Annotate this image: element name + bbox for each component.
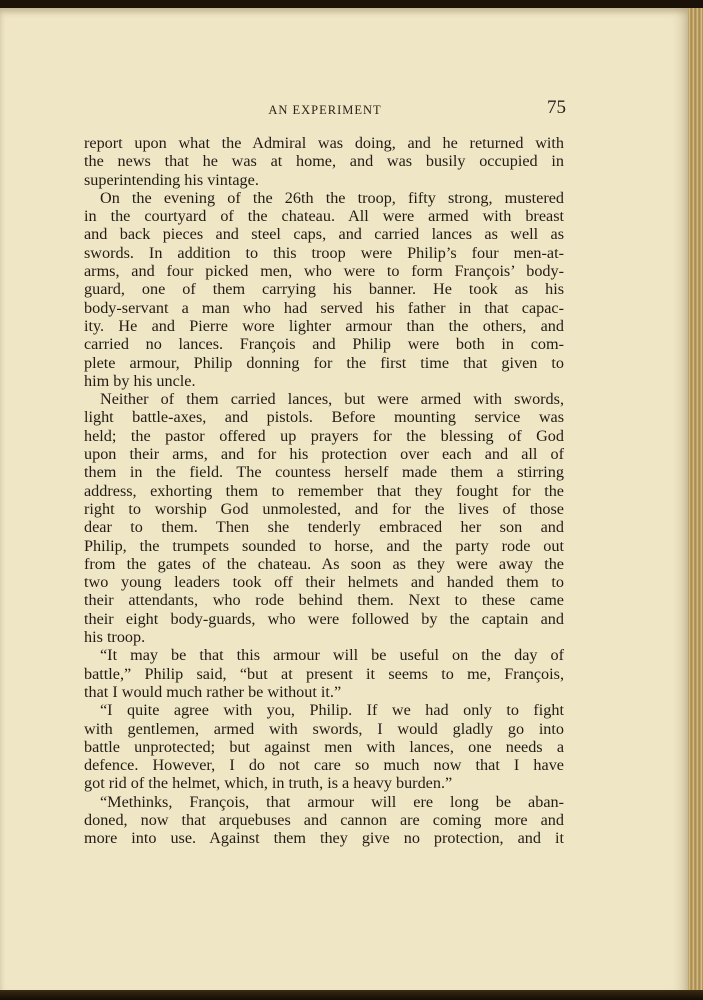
text-line: from the gates of the chateau. As soon as they were away the (84, 554, 564, 573)
text-line: Philip, the trumpets sounded to horse, and the party rode out (84, 536, 564, 555)
text-line: with gentlemen, armed with swords, I would gladly go into (84, 719, 564, 738)
text-line: “Methinks, François, that armour will ere long be aban- (100, 792, 564, 811)
text-line: more into use. Against them they give no protection, and it (84, 829, 564, 848)
text-line: and back pieces and steel caps, and carried lances as well as (84, 225, 564, 244)
text-line: defence. However, I do not care so much now that I have (84, 756, 564, 775)
text-line: Neither of them carried lances, but were armed with swords, (100, 390, 564, 409)
text-line: guard, one of them carrying his banner. He took as his (84, 280, 564, 299)
text-line: battle,” Philip said, “but at present it seems to me, François, (84, 664, 564, 683)
text-line: their eight body-guards, who were followed by the captain and (84, 609, 564, 628)
text-line: arms, and four picked men, who were to form François’ body- (84, 262, 564, 281)
text-line: swords. In addition to this troop were Philip’s four men-at- (84, 243, 564, 262)
text-line: “It may be that this armour will be useful on the day of (100, 646, 564, 665)
text-line: in the courtyard of the chateau. All were armed with breast (84, 207, 564, 226)
text-line: held; the pastor offered up prayers for the blessing of God (84, 426, 564, 445)
text-line: plete armour, Philip donning for the first time that given to (84, 353, 564, 372)
text-line: him by his uncle. (84, 371, 196, 390)
text-line: doned, now that arquebuses and cannon are coming more and (84, 810, 564, 829)
text-line: address, exhorting them to remember that they fought for the (84, 481, 564, 500)
text-line: “I quite agree with you, Philip. If we had only to fight (100, 701, 564, 720)
page-edge (688, 8, 703, 998)
text-line: dear to them. Then she tenderly embraced her son and (84, 518, 564, 537)
text-line: got rid of the helmet, which, in truth, is a heavy burden.” (84, 774, 453, 793)
text-line: their attendants, who rode behind them. Next to these came (84, 591, 564, 610)
text-line: battle unprotected; but against men with lances, one needs a (84, 737, 564, 756)
bottom-edge (0, 990, 703, 1000)
text-line: On the evening of the 26th the troop, fifty strong, mustered (100, 188, 564, 207)
text-line: report upon what the Admiral was doing, and he returned with (84, 134, 564, 152)
text-line: his troop. (84, 628, 146, 647)
body-text (84, 134, 564, 848)
text-line: that I would much rather be without it.” (84, 682, 342, 701)
text-line: ity. He and Pierre wore lighter armour than the others, and (84, 316, 564, 335)
text-line: light battle-axes, and pistols. Before mounting service was (84, 408, 564, 427)
running-title: AN EXPERIMENT (268, 103, 382, 117)
text-line: superintending his vintage. (84, 170, 259, 189)
running-head (84, 99, 566, 121)
text-line: the news that he was at home, and was busily occupied in (84, 152, 564, 171)
text-line: upon their arms, and for his protection over each and all of (84, 445, 564, 464)
text-line: body-servant a man who had served his father in that capac- (84, 298, 564, 317)
text-line: carried no lances. François and Philip were both in com- (84, 335, 564, 354)
text-line: right to worship God unmolested, and for the lives of those (84, 499, 564, 518)
text-line: two young leaders took off their helmets and handed them to (84, 573, 564, 592)
page-number: 75 (547, 97, 566, 118)
text-line: them in the field. The countess herself made them a stirring (84, 463, 564, 482)
